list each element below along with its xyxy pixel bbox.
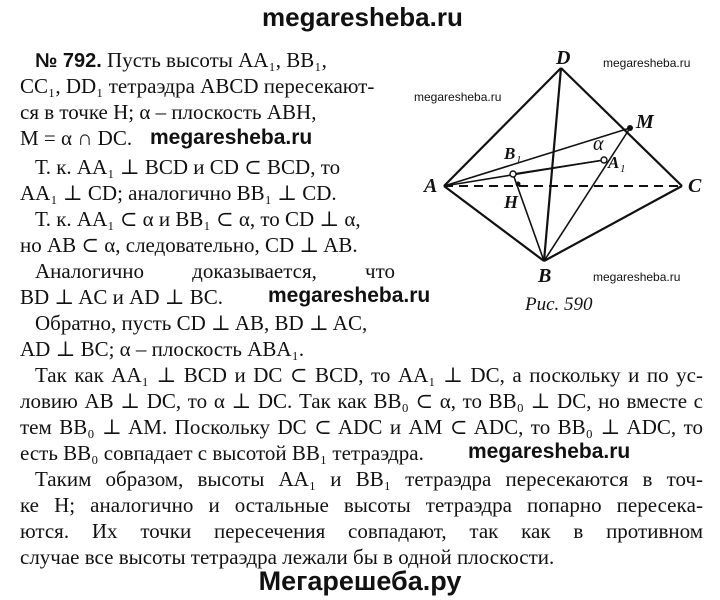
- text-line-3: ся в точке H; α – плоскость ABH,: [20, 100, 317, 124]
- footer-watermark: Мегарешеба.ру: [258, 566, 462, 596]
- point-B1: [510, 171, 516, 177]
- figure-watermark-1: megaresheba.ru: [603, 56, 691, 70]
- label-alpha: α: [593, 133, 604, 155]
- point-M: [627, 125, 633, 131]
- text-line-13: Так как AA₁ ⊥ BCD и DC ⊂ BCD, то AA₁ ⊥ DC, а поскольку и по ус-: [35, 363, 703, 387]
- text-line-2: CC₁, DD₁ тетраэдра ABCD пересекают-: [20, 74, 375, 98]
- tetrahedron-diagram: [408, 46, 720, 326]
- text-line-16: есть BB₀ совпадает с высотой BB₁ тетраэдра.: [20, 441, 424, 465]
- edge-AB: [444, 186, 544, 261]
- inline-watermark-1: megaresheba.ru: [150, 126, 313, 149]
- label-C: C: [688, 175, 702, 197]
- point-H: [516, 182, 521, 187]
- header-watermark: megaresheba.ru: [262, 2, 463, 32]
- text-line-19: ются. Их точки пересечения совпадают, так как в противном: [20, 519, 703, 543]
- text-line-7: Т. к. AA₁ ⊂ α и BB₁ ⊂ α, то CD ⊥ α,: [35, 207, 361, 231]
- edge-BC: [544, 186, 682, 261]
- text-line-4-content: M = α ∩ DC.: [20, 126, 133, 150]
- text-line-1: [35, 48, 327, 73]
- figure-watermark-3: megaresheba.ru: [593, 270, 681, 284]
- label-A: A: [424, 175, 438, 197]
- text-line-10: BD ⊥ AC и AD ⊥ BC.: [20, 285, 224, 309]
- point-A1: [601, 157, 607, 163]
- text-line-11: Обратно, пусть CD ⊥ AB, BD ⊥ AC,: [35, 311, 368, 335]
- figure-watermark-2: megaresheba.ru: [414, 90, 502, 104]
- tetrahedron-figure: [408, 46, 720, 326]
- label-B1: B: [504, 144, 516, 163]
- inline-watermark-3: megaresheba.ru: [468, 440, 631, 463]
- text-line-14: ловию AB ⊥ DC, то α ⊥ DC. Так как BB₀ ⊂ α, то BB₀ ⊥ DC, но вместе с: [20, 389, 703, 413]
- text-line-5: Т. к. AA₁ ⊥ BCD и CD ⊂ BCD, то: [35, 155, 341, 179]
- label-A1: A: [608, 153, 620, 172]
- label-D: D: [556, 47, 571, 69]
- label-M: M: [636, 111, 654, 133]
- inline-watermark-2: megaresheba.ru: [268, 284, 431, 307]
- text-line-20: случае все высоты тетраэдра лежали бы в одной плоскости.: [20, 545, 555, 569]
- label-B1-sub: 1: [516, 154, 522, 166]
- text-line-9: Аналогично доказывается, что: [35, 259, 395, 283]
- text-line-15: тем BB₀ ⊥ AM. Поскольку DC ⊂ ADC и AM ⊂ ADC, то BB₀ ⊥ ADC, то: [20, 415, 703, 439]
- problem-number: № 792.: [35, 50, 102, 72]
- label-B: B: [538, 265, 552, 287]
- line-B1A1: [513, 160, 604, 174]
- edge-DB: [544, 68, 561, 261]
- line-BM: [544, 128, 630, 261]
- text-line-8: но AB ⊂ α, следовательно, CD ⊥ AB.: [20, 233, 358, 257]
- line-BB1: [513, 174, 544, 261]
- label-H: H: [504, 192, 519, 212]
- label-A1-sub: 1: [620, 163, 626, 175]
- text-line-1-content: Пусть высоты AA₁, BB₁,: [107, 48, 327, 72]
- text-line-18: ке H; аналогично и остальные высоты тетраэдра попарно пересекa-: [20, 493, 703, 517]
- text-line-6: AA₁ ⊥ CD; аналогично BB₁ ⊥ CD.: [20, 181, 337, 205]
- figure-caption: Рис. 590: [525, 294, 593, 315]
- text-line-4: [20, 126, 132, 150]
- text-line-12: AD ⊥ BC; α – плоскость ABA₁.: [20, 337, 305, 361]
- text-line-17: Таким образом, высоты AA₁ и BB₁ тетраэдра пересекаются в точ-: [35, 467, 703, 491]
